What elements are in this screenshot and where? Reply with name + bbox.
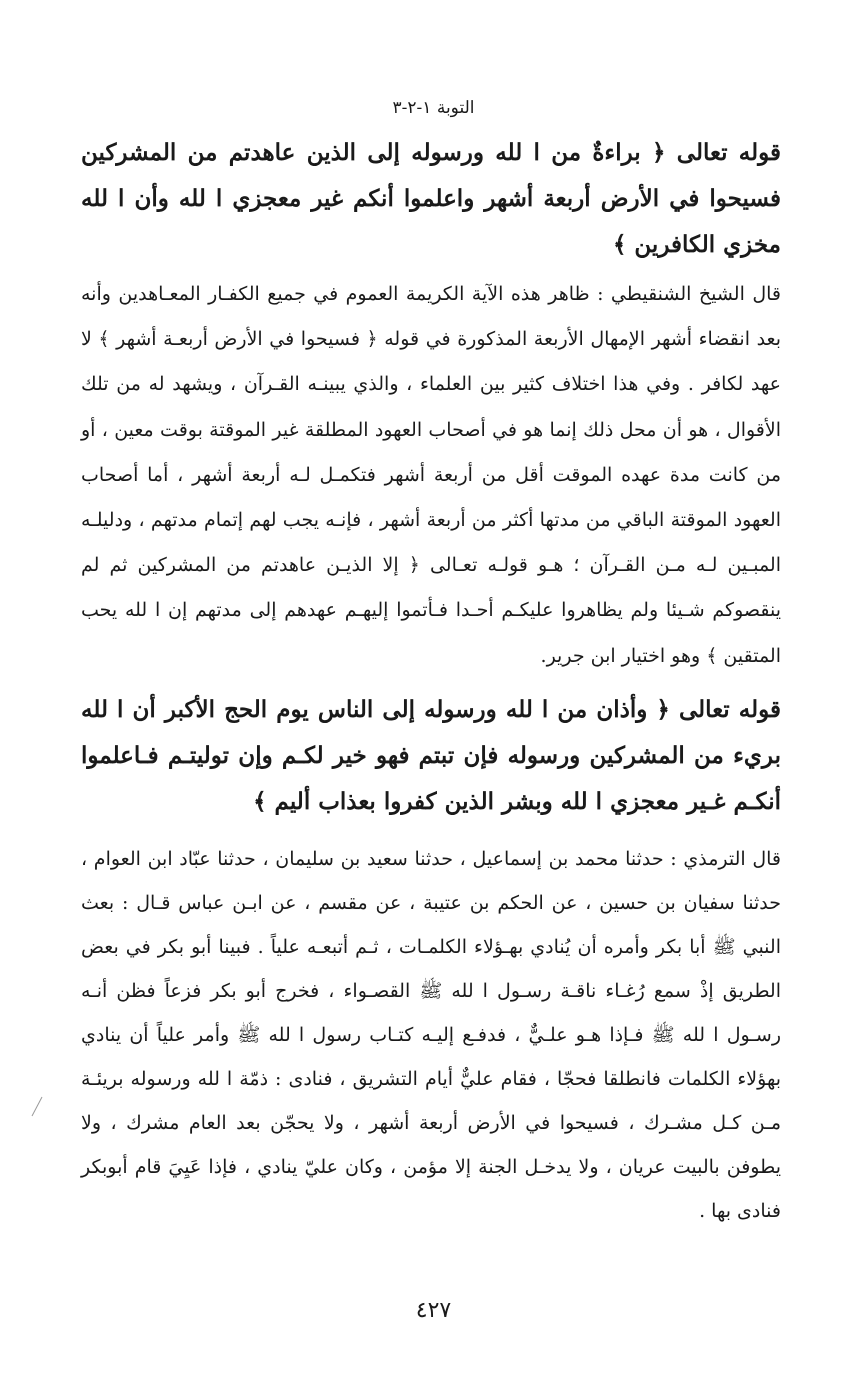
- commentary-paragraph: قال الشيخ الشنقيطي : ظاهر هذه الآية الكريمة العموم في جميع الكفـار المعـاهدين وأنه بعد انقضاء أشهر الإمهال الأربعة المذكورة في قوله ﴿ فسيحوا في الأرض أربعـة أشهر ﴾ لا عهد لكافر . وفي هذا اختلاف كثير بين العلماء ، والذي يبينـه القـرآن ، ويشهد له من تلك الأقوال ، هو أن محل ذلك إنما هو في أصحاب العهود المطلقة غير الموقتة بوقت معين ، أو من كانت مدة عهده الموقت أقل من أربعة أشهر فتكمـل لـه أربعة أشهر ، أما أصحاب العهود الموقتة الباقي من مدتها أكثر من أربعة أشهر ، فإنـه يجب لهم إتمام مدتهم ، ودليلـه المبـين لـه مـن القـرآن ؛ هـو قولـه تعـالى ﴿ إلا الذيـن عاهدتم من المشركين ثم لم ينقصوكم شـيئا ولم يظاهروا عليكـم أحـدا فـأتموا إليهـم عهدهم إلى مدتهم إن ا لله يحب المتقين ﴾ وهو اختيار ابن جرير.: [81, 283, 781, 667]
- verse-heading: قوله تعالى ﴿ وأذان من ا لله ورسوله إلى الناس يوم الحج الأكبر أن ا لله بريء من المشركين ورسوله فإن تبتم فهو خير لكـم وإن توليتـم فـاعلموا أنكـم غـير معجزي ا لله وبشر الذين كفروا بعذاب أليم ﴾: [81, 695, 781, 815]
- page-body: [81, 130, 781, 1233]
- running-header: التوبة ١-٢-٣: [392, 98, 475, 118]
- verse-heading: قوله تعالى ﴿ براءةٌ من ا لله ورسوله إلى الذين عاهدتم من المشركين فسيحوا في الأرض أربعة أشهر واعلموا أنكم غير معجزي ا لله وأن ا لله مخزي الكافرين ﴾: [81, 139, 781, 258]
- margin-pencil-mark: [30, 1096, 44, 1118]
- page-number: ٤٢٧: [415, 1298, 452, 1323]
- commentary-paragraph: قال الترمذي : حدثنا محمد بن إسماعيل ، حدثنا سعيد بن سليمان ، حدثنا عبّاد ابن العوام ، حدثنا سفيان بن حسين ، عن الحكم بن عتيبة ، عن مقسم ، عن ابـن عباس قـال : بعث النبي ﷺ أبا بكر وأمره أن يُنادي بهـؤلاء الكلمـات ، ثـم أتبعـه علياً . فبينا أبو بكر في بعض الطريق إذْ سمع رُغـاء ناقـة رسـول ا لله ﷺ القصـواء ، فخرج أبو بكر فزعاً فظن أنـه رسـول ا لله ﷺ فـإذا هـو علـيٌّ ، فدفـع إليـه كتـاب رسول ا لله ﷺ وأمر علياً أن ينادي بهؤلاء الكلمات فانطلقا فحجّا ، فقام عليٌّ أيام التشريق ، فنادى : ذمّة ا لله ورسوله بريئـة مـن كـل مشـرك ، فسيحوا في الأرض أربعة أشهر ، ولا يحجّن بعد العام مشرك ، ولا يطوفن بالبيت عريان ، ولا يدخـل الجنة إلا مؤمن ، وكان عليّ ينادي ، فإذا عَيِيَ قام أبوبكر فنادى بها .: [81, 847, 781, 1222]
